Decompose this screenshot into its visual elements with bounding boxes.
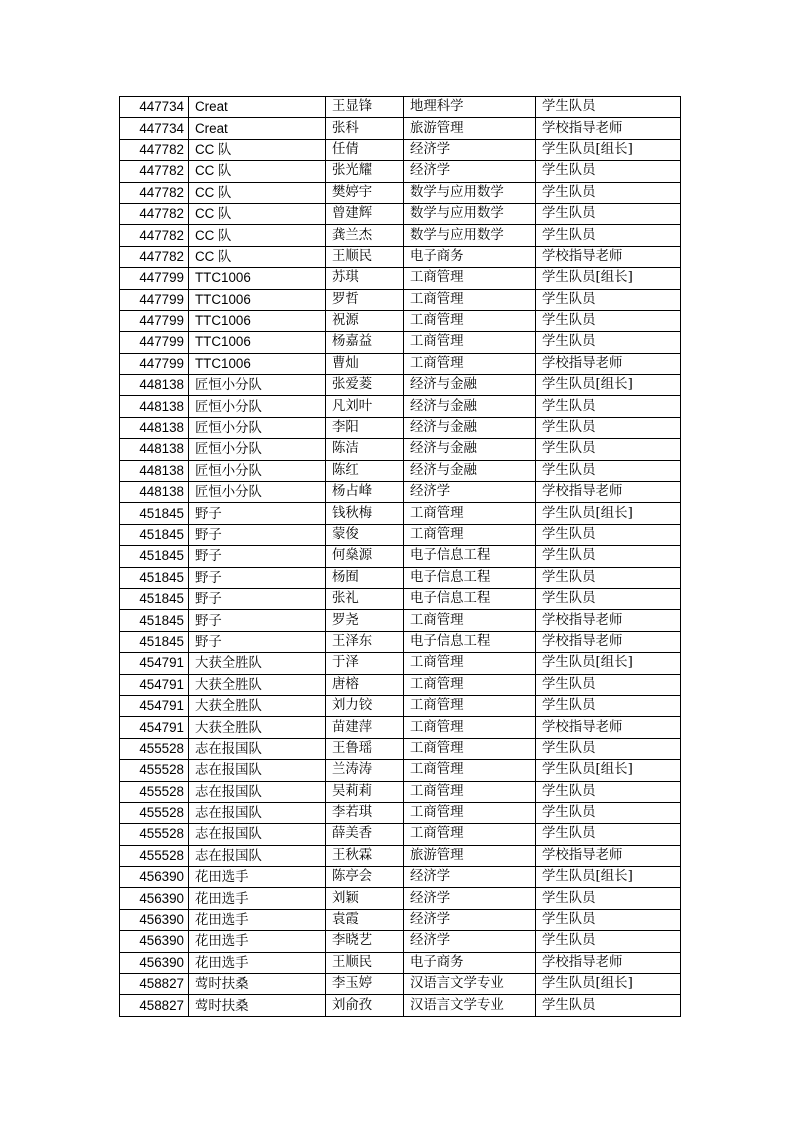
role-cell: 学生队员: [536, 396, 681, 417]
team-id-cell: 447734: [120, 97, 189, 118]
table-row: [120, 353, 681, 374]
major-cell: 经济与金融: [404, 460, 536, 481]
team-id-cell: 451845: [120, 546, 189, 567]
role-cell: 学生队员: [536, 203, 681, 224]
member-name-cell: 蒙俊: [326, 524, 404, 545]
team-name-cell: 志在报国队: [189, 760, 326, 781]
major-cell: 经济与金融: [404, 439, 536, 460]
table-row: [120, 653, 681, 674]
table-row: [120, 332, 681, 353]
member-name-cell: 凡刘叶: [326, 396, 404, 417]
team-id-cell: 447734: [120, 118, 189, 139]
major-cell: 汉语言文学专业: [404, 995, 536, 1016]
team-id-cell: 447782: [120, 225, 189, 246]
major-cell: 经济学: [404, 909, 536, 930]
member-name-cell: 罗尧: [326, 610, 404, 631]
table-row: [120, 503, 681, 524]
team-name-cell: 匠恒小分队: [189, 439, 326, 460]
major-cell: 电子商务: [404, 246, 536, 267]
team-name-cell: 野子: [189, 503, 326, 524]
role-cell: 学生队员: [536, 995, 681, 1016]
team-name-cell: 花田选手: [189, 867, 326, 888]
team-id-cell: 447782: [120, 139, 189, 160]
team-id-cell: 456390: [120, 888, 189, 909]
table-row: [120, 717, 681, 738]
major-cell: 旅游管理: [404, 118, 536, 139]
member-name-cell: 曾建辉: [326, 203, 404, 224]
team-id-cell: 451845: [120, 631, 189, 652]
table-row: [120, 182, 681, 203]
role-cell: 学生队员: [536, 439, 681, 460]
table-row: [120, 225, 681, 246]
team-name-cell: CC 队: [189, 139, 326, 160]
team-id-cell: 448138: [120, 396, 189, 417]
team-name-cell: TTC1006: [189, 268, 326, 289]
team-id-cell: 448138: [120, 482, 189, 503]
table-row: [120, 567, 681, 588]
major-cell: 数学与应用数学: [404, 225, 536, 246]
member-name-cell: 张爱菱: [326, 375, 404, 396]
role-cell: 学生队员: [536, 781, 681, 802]
table-row: [120, 631, 681, 652]
team-name-cell: 花田选手: [189, 909, 326, 930]
role-cell: 学生队员[组长]: [536, 503, 681, 524]
major-cell: 工商管理: [404, 738, 536, 759]
team-id-cell: 447799: [120, 268, 189, 289]
member-name-cell: 王鲁瑶: [326, 738, 404, 759]
role-cell: 学校指导老师: [536, 952, 681, 973]
role-cell: 学生队员: [536, 546, 681, 567]
major-cell: 数学与应用数学: [404, 203, 536, 224]
role-cell: 学生队员: [536, 225, 681, 246]
member-name-cell: 曹灿: [326, 353, 404, 374]
member-name-cell: 王顺民: [326, 952, 404, 973]
role-cell: 学生队员[组长]: [536, 139, 681, 160]
role-cell: 学校指导老师: [536, 482, 681, 503]
table-row: [120, 203, 681, 224]
member-name-cell: 李阳: [326, 417, 404, 438]
team-name-cell: TTC1006: [189, 289, 326, 310]
team-name-cell: CC 队: [189, 203, 326, 224]
team-roster-table: [119, 96, 681, 1017]
team-id-cell: 447799: [120, 332, 189, 353]
team-name-cell: 大获全胜队: [189, 674, 326, 695]
team-name-cell: 野子: [189, 631, 326, 652]
table-row: [120, 161, 681, 182]
member-name-cell: 薛美香: [326, 824, 404, 845]
major-cell: 工商管理: [404, 289, 536, 310]
major-cell: 经济学: [404, 931, 536, 952]
team-id-cell: 447799: [120, 289, 189, 310]
major-cell: 旅游管理: [404, 845, 536, 866]
team-name-cell: 志在报国队: [189, 845, 326, 866]
member-name-cell: 杨囿: [326, 567, 404, 588]
table-row: [120, 289, 681, 310]
team-id-cell: 458827: [120, 974, 189, 995]
team-id-cell: 456390: [120, 952, 189, 973]
member-name-cell: 杨占峰: [326, 482, 404, 503]
table-row: [120, 888, 681, 909]
role-cell: 学校指导老师: [536, 717, 681, 738]
table-row: [120, 824, 681, 845]
major-cell: 电子信息工程: [404, 546, 536, 567]
team-name-cell: 大获全胜队: [189, 717, 326, 738]
team-id-cell: 448138: [120, 439, 189, 460]
major-cell: 工商管理: [404, 802, 536, 823]
team-name-cell: 野子: [189, 524, 326, 545]
role-cell: 学校指导老师: [536, 610, 681, 631]
team-id-cell: 455528: [120, 802, 189, 823]
team-name-cell: 野子: [189, 546, 326, 567]
role-cell: 学生队员: [536, 524, 681, 545]
team-id-cell: 456390: [120, 909, 189, 930]
team-id-cell: 447782: [120, 182, 189, 203]
member-name-cell: 吴莉莉: [326, 781, 404, 802]
role-cell: 学生队员: [536, 695, 681, 716]
team-name-cell: TTC1006: [189, 332, 326, 353]
table-row: [120, 246, 681, 267]
major-cell: 经济与金融: [404, 417, 536, 438]
role-cell: 学生队员: [536, 97, 681, 118]
team-roster-body: [120, 97, 681, 1017]
team-name-cell: 野子: [189, 567, 326, 588]
table-row: [120, 97, 681, 118]
major-cell: 工商管理: [404, 610, 536, 631]
major-cell: 汉语言文学专业: [404, 974, 536, 995]
role-cell: 学生队员: [536, 738, 681, 759]
table-row: [120, 695, 681, 716]
team-name-cell: 莺时扶桑: [189, 974, 326, 995]
team-name-cell: 野子: [189, 588, 326, 609]
role-cell: 学生队员[组长]: [536, 653, 681, 674]
table-row: [120, 781, 681, 802]
team-id-cell: 455528: [120, 781, 189, 802]
team-id-cell: 451845: [120, 524, 189, 545]
team-id-cell: 456390: [120, 867, 189, 888]
member-name-cell: 陈红: [326, 460, 404, 481]
team-id-cell: 456390: [120, 931, 189, 952]
team-id-cell: 454791: [120, 653, 189, 674]
table-row: [120, 524, 681, 545]
team-name-cell: 花田选手: [189, 952, 326, 973]
member-name-cell: 祝源: [326, 310, 404, 331]
major-cell: 电子信息工程: [404, 588, 536, 609]
major-cell: 经济与金融: [404, 396, 536, 417]
team-id-cell: 455528: [120, 845, 189, 866]
table-row: [120, 674, 681, 695]
team-id-cell: 448138: [120, 417, 189, 438]
table-row: [120, 375, 681, 396]
team-name-cell: 志在报国队: [189, 824, 326, 845]
role-cell: 学生队员: [536, 802, 681, 823]
major-cell: 工商管理: [404, 760, 536, 781]
member-name-cell: 刘力铰: [326, 695, 404, 716]
table-row: [120, 867, 681, 888]
team-name-cell: CC 队: [189, 225, 326, 246]
member-name-cell: 张科: [326, 118, 404, 139]
major-cell: 地理科学: [404, 97, 536, 118]
table-row: [120, 802, 681, 823]
member-name-cell: 罗哲: [326, 289, 404, 310]
member-name-cell: 张光耀: [326, 161, 404, 182]
member-name-cell: 陈洁: [326, 439, 404, 460]
table-row: [120, 482, 681, 503]
team-name-cell: 匠恒小分队: [189, 482, 326, 503]
table-row: [120, 610, 681, 631]
team-id-cell: 448138: [120, 375, 189, 396]
role-cell: 学校指导老师: [536, 353, 681, 374]
table-row: [120, 760, 681, 781]
team-id-cell: 447799: [120, 310, 189, 331]
team-name-cell: 莺时扶桑: [189, 995, 326, 1016]
table-row: [120, 118, 681, 139]
team-name-cell: TTC1006: [189, 353, 326, 374]
member-name-cell: 王秋霖: [326, 845, 404, 866]
team-id-cell: 455528: [120, 738, 189, 759]
member-name-cell: 王泽东: [326, 631, 404, 652]
team-name-cell: CC 队: [189, 161, 326, 182]
table-row: [120, 738, 681, 759]
team-name-cell: 野子: [189, 610, 326, 631]
member-name-cell: 王显锋: [326, 97, 404, 118]
team-id-cell: 454791: [120, 695, 189, 716]
member-name-cell: 钱秋梅: [326, 503, 404, 524]
table-row: [120, 417, 681, 438]
role-cell: 学生队员: [536, 909, 681, 930]
major-cell: 工商管理: [404, 824, 536, 845]
role-cell: 学生队员: [536, 931, 681, 952]
member-name-cell: 刘俞孜: [326, 995, 404, 1016]
role-cell: 学校指导老师: [536, 246, 681, 267]
major-cell: 经济学: [404, 482, 536, 503]
team-id-cell: 447782: [120, 161, 189, 182]
member-name-cell: 李若琪: [326, 802, 404, 823]
team-name-cell: Creat: [189, 97, 326, 118]
major-cell: 工商管理: [404, 353, 536, 374]
role-cell: 学校指导老师: [536, 845, 681, 866]
major-cell: 工商管理: [404, 503, 536, 524]
team-name-cell: 志在报国队: [189, 781, 326, 802]
role-cell: 学校指导老师: [536, 118, 681, 139]
role-cell: 学生队员: [536, 824, 681, 845]
role-cell: 学生队员: [536, 289, 681, 310]
table-row: [120, 952, 681, 973]
table-row: [120, 909, 681, 930]
member-name-cell: 兰涛涛: [326, 760, 404, 781]
team-id-cell: 455528: [120, 760, 189, 781]
team-id-cell: 447782: [120, 203, 189, 224]
table-row: [120, 268, 681, 289]
member-name-cell: 张礼: [326, 588, 404, 609]
table-row: [120, 995, 681, 1016]
team-id-cell: 451845: [120, 567, 189, 588]
table-row: [120, 931, 681, 952]
major-cell: 工商管理: [404, 310, 536, 331]
major-cell: 工商管理: [404, 524, 536, 545]
role-cell: 学生队员: [536, 888, 681, 909]
major-cell: 经济与金融: [404, 375, 536, 396]
team-name-cell: 花田选手: [189, 888, 326, 909]
role-cell: 学生队员: [536, 567, 681, 588]
team-id-cell: 451845: [120, 588, 189, 609]
member-name-cell: 李晓艺: [326, 931, 404, 952]
role-cell: 学生队员: [536, 674, 681, 695]
team-id-cell: 448138: [120, 460, 189, 481]
role-cell: 学生队员: [536, 182, 681, 203]
member-name-cell: 李玉婷: [326, 974, 404, 995]
team-name-cell: 花田选手: [189, 931, 326, 952]
member-name-cell: 樊婷宇: [326, 182, 404, 203]
team-name-cell: 匠恒小分队: [189, 396, 326, 417]
table-row: [120, 588, 681, 609]
member-name-cell: 陈亭会: [326, 867, 404, 888]
member-name-cell: 龚兰杰: [326, 225, 404, 246]
table-row: [120, 546, 681, 567]
team-id-cell: 458827: [120, 995, 189, 1016]
team-name-cell: 匠恒小分队: [189, 460, 326, 481]
team-name-cell: Creat: [189, 118, 326, 139]
major-cell: 经济学: [404, 139, 536, 160]
major-cell: 电子信息工程: [404, 567, 536, 588]
table-row: [120, 396, 681, 417]
table-row: [120, 460, 681, 481]
role-cell: 学生队员: [536, 460, 681, 481]
major-cell: 工商管理: [404, 674, 536, 695]
role-cell: 学生队员[组长]: [536, 974, 681, 995]
team-name-cell: CC 队: [189, 182, 326, 203]
team-name-cell: CC 队: [189, 246, 326, 267]
major-cell: 工商管理: [404, 781, 536, 802]
member-name-cell: 杨嘉益: [326, 332, 404, 353]
table-row: [120, 310, 681, 331]
role-cell: 学生队员: [536, 332, 681, 353]
table-row: [120, 439, 681, 460]
team-id-cell: 454791: [120, 674, 189, 695]
team-name-cell: 大获全胜队: [189, 695, 326, 716]
team-id-cell: 451845: [120, 610, 189, 631]
role-cell: 学生队员[组长]: [536, 268, 681, 289]
member-name-cell: 何燊源: [326, 546, 404, 567]
role-cell: 学生队员[组长]: [536, 867, 681, 888]
member-name-cell: 苗建萍: [326, 717, 404, 738]
table-row: [120, 845, 681, 866]
major-cell: 经济学: [404, 888, 536, 909]
major-cell: 数学与应用数学: [404, 182, 536, 203]
major-cell: 经济学: [404, 867, 536, 888]
member-name-cell: 袁霞: [326, 909, 404, 930]
team-name-cell: 匠恒小分队: [189, 417, 326, 438]
team-name-cell: TTC1006: [189, 310, 326, 331]
major-cell: 电子信息工程: [404, 631, 536, 652]
member-name-cell: 唐榕: [326, 674, 404, 695]
member-name-cell: 王顺民: [326, 246, 404, 267]
major-cell: 工商管理: [404, 717, 536, 738]
major-cell: 经济学: [404, 161, 536, 182]
role-cell: 学生队员[组长]: [536, 375, 681, 396]
table-row: [120, 974, 681, 995]
major-cell: 工商管理: [404, 268, 536, 289]
major-cell: 电子商务: [404, 952, 536, 973]
member-name-cell: 刘颖: [326, 888, 404, 909]
role-cell: 学校指导老师: [536, 631, 681, 652]
member-name-cell: 任倩: [326, 139, 404, 160]
role-cell: 学生队员: [536, 417, 681, 438]
major-cell: 工商管理: [404, 653, 536, 674]
role-cell: 学生队员: [536, 310, 681, 331]
team-id-cell: 451845: [120, 503, 189, 524]
team-name-cell: 匠恒小分队: [189, 375, 326, 396]
table-row: [120, 139, 681, 160]
role-cell: 学生队员: [536, 161, 681, 182]
team-name-cell: 志在报国队: [189, 738, 326, 759]
major-cell: 工商管理: [404, 332, 536, 353]
member-name-cell: 苏琪: [326, 268, 404, 289]
team-name-cell: 志在报国队: [189, 802, 326, 823]
team-id-cell: 447782: [120, 246, 189, 267]
team-id-cell: 447799: [120, 353, 189, 374]
team-id-cell: 455528: [120, 824, 189, 845]
role-cell: 学生队员[组长]: [536, 760, 681, 781]
team-name-cell: 大获全胜队: [189, 653, 326, 674]
member-name-cell: 于泽: [326, 653, 404, 674]
major-cell: 工商管理: [404, 695, 536, 716]
role-cell: 学生队员: [536, 588, 681, 609]
team-id-cell: 454791: [120, 717, 189, 738]
